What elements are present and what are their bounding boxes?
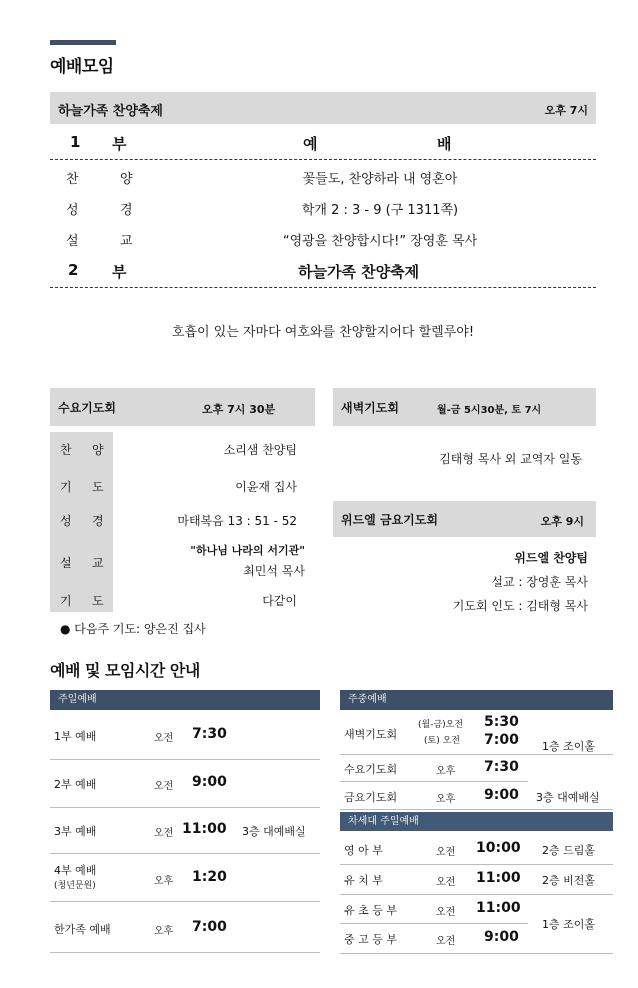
sunday-row	[50, 808, 320, 854]
row-key-2: 양	[120, 172, 133, 187]
part1-bu: 부	[112, 135, 127, 153]
service-ampm: 오후	[436, 794, 456, 805]
service-ampm: 오후	[154, 876, 174, 887]
row-key-2: 교	[92, 556, 104, 570]
dept-ampm: 오전	[436, 847, 456, 858]
next-week-prayer: ● 다음주 기도: 양은진 집사	[60, 622, 206, 636]
dept-name: 유 초 등 부	[344, 904, 397, 917]
sermon-title: "하나님 나라의 서기관"	[190, 544, 305, 557]
service-time: 9:00	[484, 787, 519, 803]
service-ampm: 오후	[436, 766, 456, 777]
dawn-header	[333, 388, 596, 426]
next-gen-header: 차세대 주일예배	[340, 812, 613, 831]
service-time: 7:00	[192, 919, 227, 935]
service-name: 2부 예배	[54, 778, 97, 791]
friday-sermon: 설교 : 장영훈 목사	[491, 575, 588, 589]
wednesday-header	[50, 388, 315, 426]
row-key-2: 도	[92, 480, 104, 494]
service-ampm: 오전	[154, 828, 174, 839]
weekday-row	[340, 755, 528, 782]
dawn-leader: 김태형 목사 외 교역자 일동	[439, 452, 582, 466]
sunday-row	[50, 854, 320, 902]
row-value: 마태복음 13 : 51 - 52	[177, 514, 297, 528]
service-time: 5:30	[484, 714, 519, 730]
row-key-1: 성	[66, 203, 79, 218]
dept-name: 영 아 부	[344, 844, 383, 857]
festival-part1-row	[50, 127, 596, 160]
service-name: 한가족 예배	[54, 923, 111, 936]
part1-bae: 배	[437, 135, 452, 153]
dept-time: 9:00	[484, 929, 519, 945]
dept-ampm: 오전	[436, 936, 456, 947]
row-key-1: 기	[60, 594, 72, 608]
friday-header	[333, 501, 596, 537]
service-time: 9:00	[192, 774, 227, 790]
row-key-1: 찬	[60, 443, 72, 457]
friday-time: 오후 9시	[540, 515, 584, 528]
festival-verse: 호흡이 있는 자마다 여호와를 찬양할지어다 할렐루야!	[171, 325, 475, 340]
friday-team: 위드엘 찬양팀	[514, 551, 588, 565]
service-name: 수요기도회	[344, 763, 398, 776]
dept-place-shared: 1층 조이홀	[542, 918, 595, 931]
sunday-row	[50, 712, 320, 760]
sunday-row	[50, 760, 320, 808]
row-key-2: 교	[120, 234, 133, 249]
service-name: 4부 예배	[54, 864, 97, 877]
service-place: 3층 대예배실	[536, 791, 600, 804]
dept-time: 10:00	[476, 840, 521, 856]
row-value: 이윤재 집사	[235, 480, 297, 494]
dawn-title: 새벽기도회	[341, 401, 399, 415]
festival-row-scripture	[50, 197, 596, 221]
sunday-header: 주일예배	[50, 690, 320, 710]
row-key-2: 경	[92, 514, 104, 528]
dept-ampm: 오전	[436, 907, 456, 918]
service-place: 3층 대예배실	[242, 825, 306, 838]
row-value: 학개 2 : 3 - 9 (구 1311쪽)	[301, 203, 459, 218]
service-name: 3부 예배	[54, 825, 97, 838]
festival-row-praise	[50, 166, 596, 190]
dept-ampm: 오전	[436, 877, 456, 888]
title-accent-bar	[50, 40, 116, 45]
part2-bu: 부	[112, 263, 127, 281]
festival-part2-row	[50, 256, 596, 288]
sunday-row	[50, 902, 320, 953]
service-time: 7:30	[192, 726, 227, 742]
dept-name: 유 치 부	[344, 874, 383, 887]
weekday-row	[340, 782, 613, 810]
service-time: 11:00	[182, 821, 227, 837]
row-value: 꽃들도, 찬양하라 내 영혼아	[302, 172, 458, 187]
service-ampm: 오전	[154, 733, 174, 744]
wednesday-title: 수요기도회	[58, 401, 116, 415]
row-key-1: 설	[66, 234, 79, 249]
row-value: 소리샘 찬양팀	[223, 443, 297, 457]
row-key-1: 기	[60, 480, 72, 494]
festival-time: 오후 7시	[544, 104, 588, 117]
guide-title: 예배 및 모임시간 안내	[50, 661, 200, 680]
wednesday-row	[50, 512, 315, 532]
festival-row-sermon	[50, 228, 596, 252]
row-value: “영광을 찬양합시다!” 장영훈 목사	[282, 234, 478, 249]
dept-time: 11:00	[476, 900, 521, 916]
row-key-2: 경	[120, 203, 133, 218]
row-key-1: 성	[60, 514, 72, 528]
next-gen-row	[340, 865, 613, 895]
service-time: 7:00	[484, 732, 519, 748]
dawn-time: 월-금 5시30분, 토 7시	[437, 405, 542, 416]
row-key-2: 양	[92, 443, 104, 457]
service-ampm: (토) 오전	[424, 736, 460, 746]
row-key-1: 설	[60, 556, 72, 570]
service-ampm: (월-금)오전	[418, 720, 464, 730]
row-key-2: 도	[92, 594, 104, 608]
service-time: 1:20	[192, 869, 227, 885]
festival-title: 하늘가족 찬양축제	[58, 104, 163, 119]
dept-place: 2층 드림홀	[542, 844, 595, 857]
service-name: 새벽기도회	[344, 728, 398, 741]
sermon-preacher: 최민석 목사	[243, 564, 305, 578]
wednesday-row	[50, 592, 315, 612]
service-sub: (청년문원)	[54, 881, 96, 891]
part1-ye: 예	[303, 135, 318, 153]
service-ampm: 오후	[154, 926, 174, 937]
service-name: 1부 예배	[54, 730, 97, 743]
friday-prayer-leader: 기도회 인도 : 김태형 목사	[452, 599, 588, 613]
wednesday-time: 오후 7시 30분	[202, 403, 276, 416]
wednesday-row	[50, 478, 315, 498]
next-gen-row	[340, 834, 613, 865]
weekday-header: 주중예배	[340, 690, 613, 710]
wednesday-row-sermon	[50, 542, 315, 582]
service-ampm: 오전	[154, 781, 174, 792]
part1-number: 1	[70, 133, 81, 151]
part2-title: 하늘가족 찬양축제	[298, 263, 420, 281]
service-name: 금요기도회	[344, 791, 398, 804]
friday-title: 위드엘 금요기도회	[341, 513, 438, 527]
wednesday-row	[50, 441, 315, 461]
service-time: 7:30	[484, 759, 519, 775]
dept-place: 2층 비전홀	[542, 874, 595, 887]
dept-time: 11:00	[476, 870, 521, 886]
part2-number: 2	[68, 261, 79, 279]
festival-header	[50, 92, 596, 124]
service-place: 1층 조이홀	[542, 740, 595, 753]
section-title: 예배모임	[50, 57, 114, 77]
row-value: 다같이	[262, 594, 297, 608]
dept-name: 중 고 등 부	[344, 933, 397, 946]
next-gen-row	[340, 895, 528, 924]
row-key-1: 찬	[66, 172, 79, 187]
